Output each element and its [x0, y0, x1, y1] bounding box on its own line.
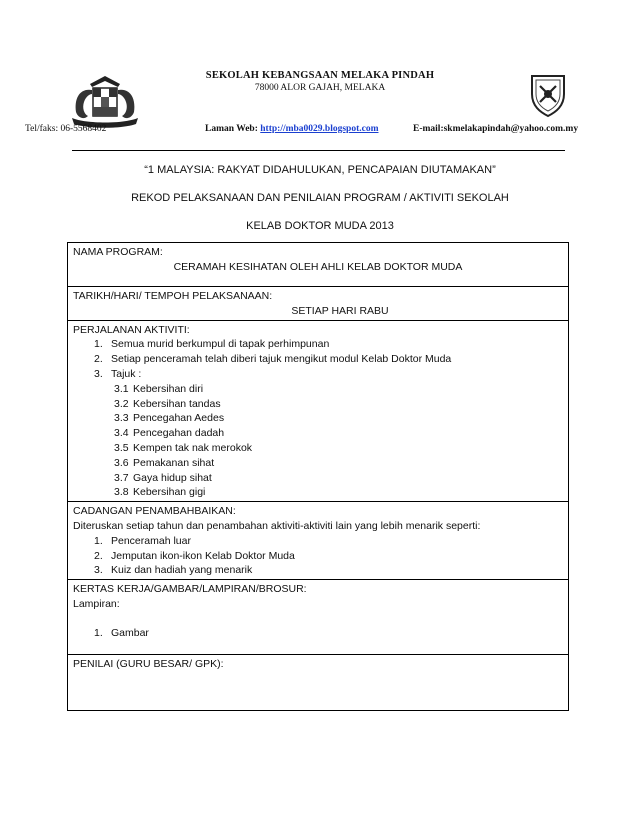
- list-item: 2. Setiap penceramah telah diberi tajuk mengikut modul Kelab Doktor Muda: [94, 353, 452, 366]
- website-label: Laman Web:: [205, 124, 261, 134]
- slogan-heading: “1 MALAYSIA: RAKYAT DIDAHULUKAN, PENCAPAIAN DIUTAMAKAN”: [144, 164, 496, 176]
- list-item: 3.2 Kebersihan tandas: [114, 397, 221, 410]
- malaysia-coat-of-arms-logo: [66, 74, 144, 130]
- activity-label: PERJALANAN AKTIVITI:: [73, 323, 190, 336]
- topics-list: [73, 382, 563, 500]
- list-item: 3.6 Pemakanan sihat: [114, 456, 215, 469]
- evaluator-row: [68, 654, 569, 710]
- list-item: 1. Gambar: [94, 626, 149, 639]
- program-value: CERAMAH KESIHATAN OLEH AHLI KELAB DOKTOR MUDA: [173, 260, 463, 273]
- activity-row: [68, 320, 569, 502]
- list-item: 3.1 Kebersihan diri: [114, 382, 204, 395]
- attachments-list: [73, 626, 563, 641]
- list-item: 3. Tajuk :: [94, 367, 142, 380]
- list-item: 3.7 Gaya hidup sihat: [114, 471, 212, 484]
- website-link[interactable]: http://mba0029.blogspot.com: [260, 124, 379, 134]
- suggestions-row: [68, 502, 569, 580]
- evaluator-label: PENILAI (GURU BESAR/ GPK):: [73, 657, 224, 670]
- list-item: 3.5 Kempen tak nak merokok: [114, 441, 253, 454]
- activity-steps-list: [73, 337, 563, 381]
- record-title-heading: REKOD PELAKSANAAN DAN PENILAIAN PROGRAM / AKTIVITI SEKOLAH: [131, 192, 509, 204]
- suggestions-list: [73, 534, 563, 578]
- school-address: 78000 ALOR GAJAH, MELAKA: [254, 83, 386, 93]
- attachments-label: KERTAS KERJA/GAMBAR/LAMPIRAN/BROSUR:: [73, 583, 307, 596]
- telfax-text: Tel/faks: 06-5568402: [25, 124, 107, 134]
- list-item: 3.8 Kebersihan gigi: [114, 486, 206, 499]
- suggestions-intro: Diteruskan setiap tahun dan penambahan aktiviti-aktiviti lain yang lebih menarik seperti:: [73, 519, 481, 532]
- list-item: 3.4 Pencegahan dadah: [114, 427, 225, 440]
- suggestions-label: CADANGAN PENAMBAHBAIKAN:: [73, 505, 236, 518]
- list-item: 2. Jemputan ikon-ikon Kelab Doktor Muda: [94, 549, 295, 562]
- website-line: [205, 124, 379, 134]
- program-report-table: [67, 242, 569, 711]
- header-divider: [72, 150, 565, 151]
- list-item: 1. Penceramah luar: [94, 534, 191, 547]
- attachments-row: [68, 580, 569, 654]
- schedule-row: [68, 287, 569, 321]
- club-title-heading: KELAB DOKTOR MUDA 2013: [246, 220, 394, 232]
- program-row: [68, 243, 569, 287]
- school-name: SEKOLAH KEBANGSAAN MELAKA PINDAH: [205, 70, 435, 81]
- program-label: NAMA PROGRAM:: [73, 246, 163, 258]
- school-badge-logo: [528, 72, 568, 118]
- schedule-value: SETIAP HARI RABU: [291, 304, 389, 317]
- list-item: 1. Semua murid berkumpul di tapak perhimpunan: [94, 338, 330, 351]
- schedule-label: TARIKH/HARI/ TEMPOH PELAKSANAAN:: [73, 290, 273, 302]
- list-item: 3.3 Pencegahan Aedes: [114, 412, 225, 425]
- list-item: 3. Kuiz dan hadiah yang menarik: [94, 564, 253, 577]
- attachments-sublabel: Lampiran:: [73, 597, 120, 610]
- email-text: E-mail:skmelakapindah@yahoo.com.my: [413, 124, 579, 134]
